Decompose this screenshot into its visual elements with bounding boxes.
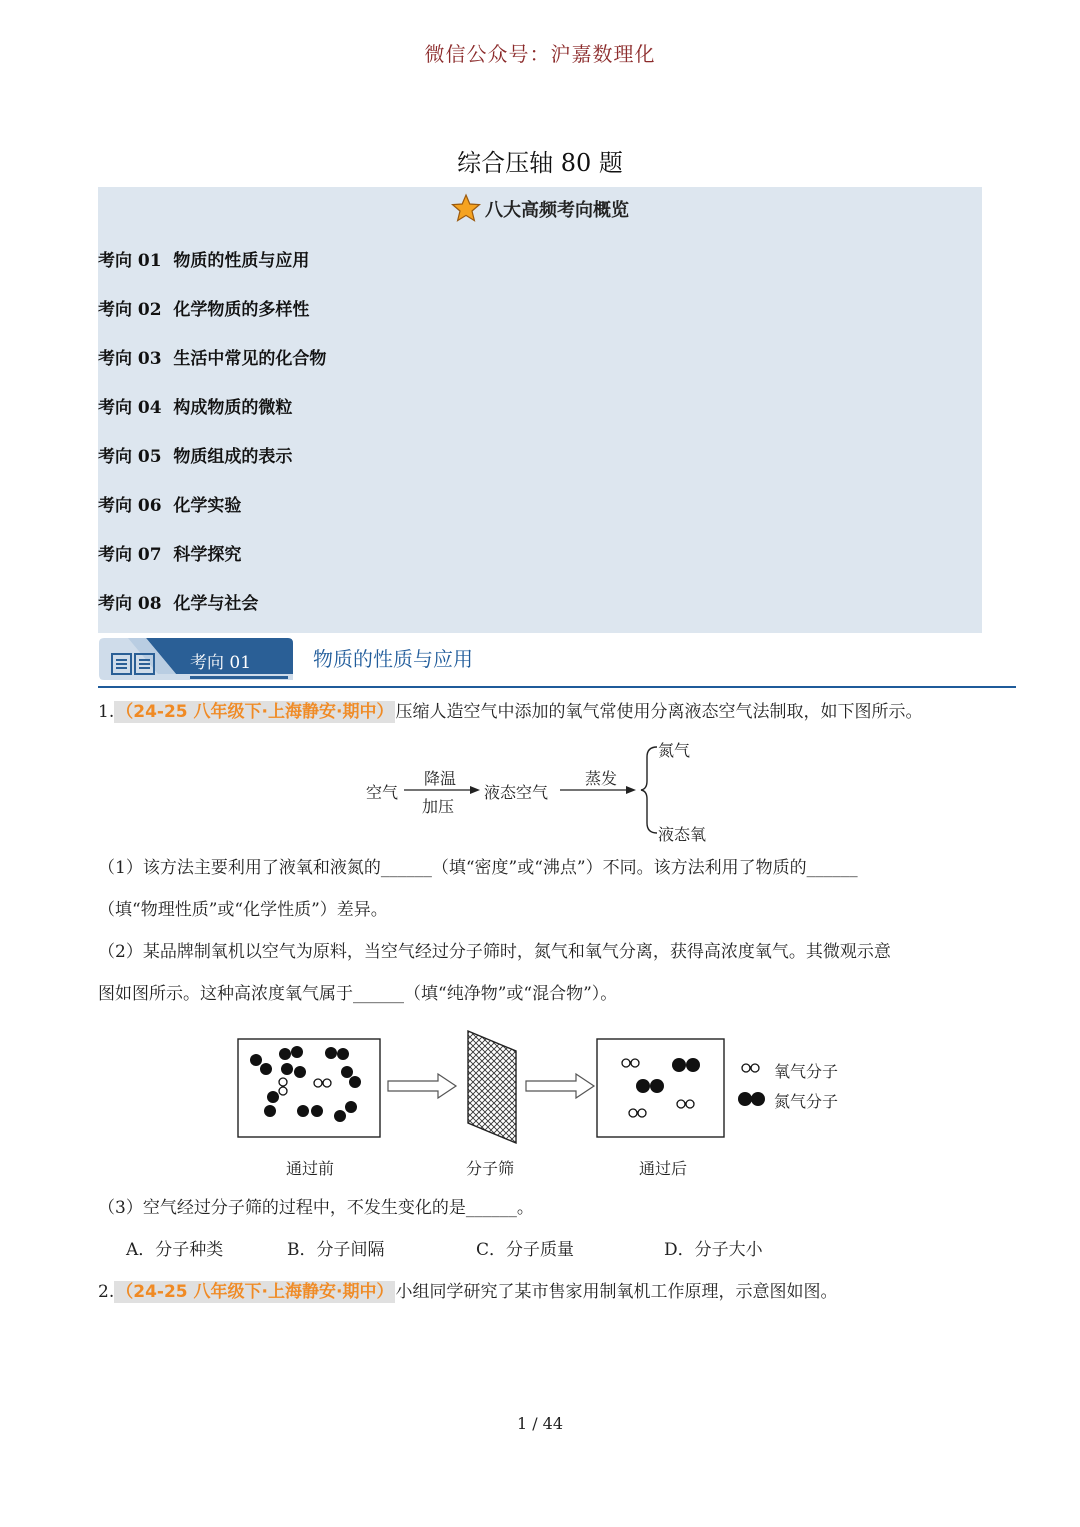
topic-number: 考向 04 bbox=[98, 398, 162, 418]
option-c: C．分子质量 bbox=[476, 1240, 575, 1260]
option-d: D．分子大小 bbox=[664, 1240, 763, 1260]
question-1-part-2-line-1: （2）某品牌制氧机以空气为原料，当空气经过分子筛时，氮气和氧气分离，获得高浓度氧气。其微观示意 bbox=[98, 942, 891, 962]
header-watermark: 微信公众号：沪嘉数理化 bbox=[424, 42, 656, 66]
topic-label: 化学物质的多样性 bbox=[173, 300, 310, 320]
question-1-part-1-line-2: （填“物理性质”或“化学性质”）差异。 bbox=[98, 900, 388, 920]
topic-label: 构成物质的微粒 bbox=[173, 398, 293, 418]
source-tag: （24-25 八年级下·上海静安·期中） bbox=[116, 1282, 394, 1302]
separation-flow-diagram bbox=[360, 735, 740, 847]
flow-arrows bbox=[360, 735, 740, 847]
topic-label: 科学探究 bbox=[173, 545, 242, 565]
star-icon bbox=[451, 193, 481, 223]
topic-label: 化学与社会 bbox=[173, 594, 259, 614]
topic-item bbox=[98, 540, 241, 565]
question-1-stem bbox=[98, 702, 922, 722]
question-number: 1. bbox=[98, 702, 115, 722]
topic-item bbox=[98, 442, 292, 467]
topic-item bbox=[98, 393, 292, 418]
before-label: 通过前 bbox=[286, 1159, 335, 1178]
section-title: 物质的性质与应用 bbox=[313, 647, 473, 671]
sieve-diagram bbox=[230, 1025, 870, 1150]
question-number: 2. bbox=[98, 1282, 115, 1302]
topic-label: 物质组成的表示 bbox=[173, 447, 293, 467]
flow-output-bottom: 液态氧 bbox=[658, 825, 707, 844]
topic-item bbox=[98, 344, 326, 369]
legend-oxygen-symbol bbox=[742, 1064, 759, 1072]
section-banner bbox=[98, 636, 293, 684]
flow-step1-bottom: 加压 bbox=[422, 797, 455, 816]
question-1-part-1-line-1: （1）该方法主要利用了液氧和液氮的______（填“密度”或“沸点”）不同。该方法利用了物质的______ bbox=[98, 858, 858, 878]
option-b: B．分子间隔 bbox=[287, 1240, 385, 1260]
topic-label: 化学实验 bbox=[173, 496, 242, 516]
topic-item bbox=[98, 246, 309, 271]
page-title: 综合压轴 80 题 bbox=[457, 149, 623, 177]
topic-number: 考向 06 bbox=[98, 496, 162, 516]
topic-label: 物质的性质与应用 bbox=[173, 251, 310, 271]
topic-number: 考向 07 bbox=[98, 545, 162, 565]
question-2-stem bbox=[98, 1282, 837, 1302]
sieve-mesh bbox=[468, 1031, 516, 1143]
flow-output-top: 氮气 bbox=[658, 741, 691, 760]
overview-panel bbox=[98, 187, 982, 633]
topic-item bbox=[98, 295, 309, 320]
question-1-part-3: （3）空气经过分子筛的过程中，不发生变化的是______。 bbox=[98, 1198, 534, 1218]
option-a: A．分子种类 bbox=[126, 1240, 224, 1260]
topic-number: 考向 08 bbox=[98, 594, 162, 614]
overview-heading bbox=[98, 193, 982, 223]
topic-number: 考向 01 bbox=[98, 251, 162, 271]
page-number: 1 / 44 bbox=[516, 1414, 564, 1433]
topic-number: 考向 05 bbox=[98, 447, 162, 467]
question-1-part-2-line-2: 图如图所示。这种高浓度氧气属于______（填“纯净物”或“混合物”）。 bbox=[98, 984, 618, 1004]
question-stem-text: 小组同学研究了某市售家用制氧机工作原理，示意图如图。 bbox=[395, 1282, 838, 1302]
legend-nitrogen-label: 氮气分子 bbox=[774, 1092, 839, 1111]
legend-nitrogen-symbol bbox=[738, 1092, 765, 1106]
flow-step1-top: 降温 bbox=[424, 769, 457, 788]
topic-number: 考向 03 bbox=[98, 349, 162, 369]
legend-oxygen-label: 氧气分子 bbox=[774, 1062, 839, 1081]
after-label: 通过后 bbox=[639, 1159, 688, 1178]
section-divider bbox=[98, 686, 1016, 688]
flow-step2-top: 蒸发 bbox=[585, 769, 618, 788]
topic-number: 考向 02 bbox=[98, 300, 162, 320]
topic-item bbox=[98, 589, 258, 614]
overview-heading-text: 八大高频考向概览 bbox=[485, 200, 629, 221]
sieve-label: 分子筛 bbox=[466, 1159, 515, 1178]
section-tag: 考向 01 bbox=[190, 653, 252, 673]
molecular-sieve-figure bbox=[230, 1025, 870, 1180]
question-stem-text: 压缩人造空气中添加的氧气常使用分离液态空气法制取，如下图所示。 bbox=[395, 702, 923, 722]
topic-item bbox=[98, 491, 241, 516]
book-icon bbox=[110, 652, 158, 676]
topic-label: 生活中常见的化合物 bbox=[173, 349, 327, 369]
flow-middle-label: 液态空气 bbox=[484, 783, 549, 802]
flow-start-label: 空气 bbox=[366, 783, 399, 802]
source-tag: （24-25 八年级下·上海静安·期中） bbox=[116, 702, 394, 722]
